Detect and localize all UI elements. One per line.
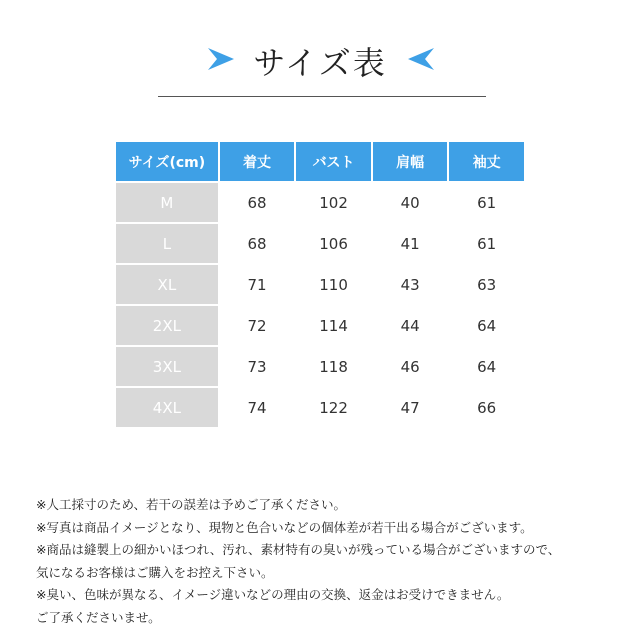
table-cell: 68 <box>220 224 295 263</box>
page-title: サイズ表 <box>253 44 387 82</box>
table-cell: 118 <box>296 347 371 386</box>
table-cell: 66 <box>449 388 524 427</box>
table-cell: 61 <box>449 183 524 222</box>
column-header-bust: バスト <box>296 142 371 181</box>
table-cell: 68 <box>220 183 295 222</box>
note-line: ご了承くださいませ。 <box>36 609 161 625</box>
table-cell: 41 <box>373 224 448 263</box>
size-label: M <box>116 183 218 222</box>
table-cell: 110 <box>296 265 371 304</box>
size-label: 3XL <box>116 347 218 386</box>
size-label: 4XL <box>116 388 218 427</box>
note-line: ※商品は縫製上の細かいほつれ、汚れ、素材特有の臭いが残っている場合がございますので、 <box>36 542 561 557</box>
title-divider <box>158 96 486 97</box>
table-cell: 44 <box>373 306 448 345</box>
note-line: ※人工採寸のため、若干の誤差は予めご了承ください。 <box>36 497 346 512</box>
table-cell: 63 <box>449 265 524 304</box>
table-cell: 61 <box>449 224 524 263</box>
table-cell: 46 <box>373 347 448 386</box>
column-header-size: サイズ(cm) <box>116 142 218 181</box>
table-cell: 64 <box>449 347 524 386</box>
table-cell: 47 <box>373 388 448 427</box>
table-cell: 122 <box>296 388 371 427</box>
table-cell: 43 <box>373 265 448 304</box>
size-table <box>114 140 526 429</box>
notes-section <box>36 494 626 629</box>
table-cell: 106 <box>296 224 371 263</box>
size-label: 2XL <box>116 306 218 345</box>
table-cell: 64 <box>449 306 524 345</box>
table-header-row <box>116 142 524 181</box>
note-line: 気になるお客様はご購入をお控え下さい。 <box>36 564 274 580</box>
chevron-left-icon <box>406 46 436 72</box>
size-label: L <box>116 224 218 263</box>
table-cell: 74 <box>220 388 295 427</box>
table-row <box>116 183 524 222</box>
size-label: XL <box>116 265 218 304</box>
table-row <box>116 306 524 345</box>
table-cell: 71 <box>220 265 295 304</box>
table-cell: 72 <box>220 306 295 345</box>
table-row <box>116 224 524 263</box>
column-header-sleeve: 袖丈 <box>449 142 524 181</box>
page-header <box>0 34 640 84</box>
table-cell: 102 <box>296 183 371 222</box>
table-row <box>116 265 524 304</box>
note-line: ※臭い、色味が異なる、イメージ違いなどの理由の交換、返金はお受けできません。 <box>36 587 510 602</box>
table-row <box>116 388 524 427</box>
table-cell: 114 <box>296 306 371 345</box>
table-cell: 40 <box>373 183 448 222</box>
note-line: ※写真は商品イメージとなり、現物と色合いなどの個体差が若干出る場合がございます。 <box>36 519 533 535</box>
table-cell: 73 <box>220 347 295 386</box>
column-header-shoulder: 肩幅 <box>373 142 448 181</box>
column-header-length: 着丈 <box>220 142 295 181</box>
table-row <box>116 347 524 386</box>
